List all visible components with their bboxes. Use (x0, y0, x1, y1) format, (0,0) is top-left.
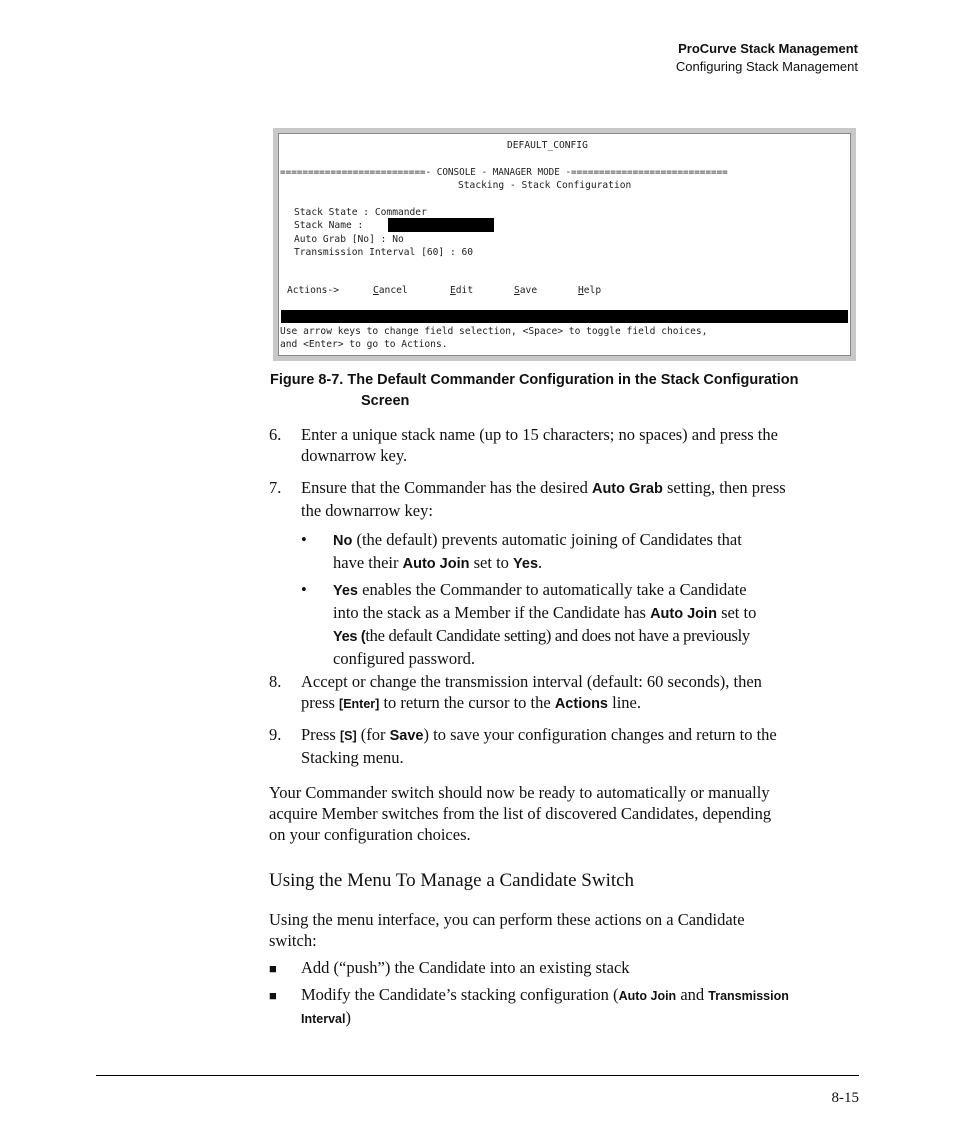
auto-grab-field[interactable] (294, 234, 404, 246)
square-bullet: ■ (269, 961, 277, 976)
bullet-no-text: No (the default) prevents automatic joining of Candidates that have their Auto Join set to Yes. (333, 530, 742, 572)
list-item: Add (“push”) the Candidate into an existing stack (301, 958, 630, 977)
caption-line-2: Screen (361, 393, 410, 409)
step-7-text: Ensure that the Commander has the desired Auto Grab setting, then press the downarrow key: (301, 478, 786, 520)
intro-paragraph: Using the menu interface, you can perform these actions on a Candidate switch: (269, 910, 745, 950)
status-bar (281, 310, 848, 323)
running-header-subtitle: Configuring Stack Management (675, 59, 858, 74)
auto-grab-label: Auto Grab [No] : (294, 234, 393, 245)
auto-grab-value: No (392, 234, 404, 245)
step-6-number: 6. (269, 425, 282, 444)
step-7-number: 7. (269, 478, 282, 497)
transmission-interval-field[interactable]: Transmission Interval [60] : 60 (294, 247, 474, 258)
step-9-text: Press [S] (for Save) to save your configuration changes and return to the Stacking menu. (301, 725, 777, 767)
summary-paragraph: Your Commander switch should now be ready to automatically or manually acquire Member switches from the list of discovered Candidates, depending on your configuration choices. (269, 783, 772, 844)
stack-state-field: Stack State : Commander (294, 207, 427, 218)
running-header-title: ProCurve Stack Management (678, 41, 858, 56)
actions-label: Actions-> (287, 285, 339, 296)
step-8-text: Accept or change the transmission interval (default: 60 seconds), then press [Enter] to return the cursor to the Actions line. (301, 672, 762, 712)
help-line-2: and <Enter> to go to Actions. (280, 339, 448, 350)
screen-subtitle: Stacking - Stack Configuration (458, 180, 632, 191)
stack-name-input[interactable] (388, 218, 494, 232)
page-number: 8-15 (831, 1090, 859, 1106)
bullet-dot: • (301, 580, 307, 599)
help-line-1: Use arrow keys to change field selection, <Space> to toggle field choices, (280, 326, 708, 337)
stack-name-label: Stack Name : (294, 220, 364, 231)
action-cancel[interactable]: Cancel (373, 285, 408, 296)
figure-caption (270, 370, 860, 412)
console-screenshot (273, 128, 856, 361)
console-screen (278, 133, 851, 356)
action-help[interactable]: Help (578, 285, 602, 296)
bullet-yes-text: Yes enables the Commander to automatically take a Candidate into the stack as a Member if the Candidate has Auto Join set to Yes (the default Candidate setting) and does not have a previously configured password. (333, 580, 757, 668)
list-item: Modify the Candidate’s stacking configuration (Auto Join and Transmission Interval) (301, 985, 789, 1027)
footer-rule (96, 1075, 859, 1076)
screen-title: DEFAULT_CONFIG (507, 140, 588, 151)
caption-line-1: Figure 8-7. The Default Commander Configuration in the Stack Configuration (270, 372, 799, 388)
step-6-text: Enter a unique stack name (up to 15 characters; no spaces) and press the downarrow key. (301, 425, 778, 465)
section-heading: Using the Menu To Manage a Candidate Switch (269, 870, 635, 891)
square-bullet: ■ (269, 988, 277, 1003)
bullet-dot: • (301, 530, 307, 549)
step-8-number: 8. (269, 672, 282, 691)
step-9-number: 9. (269, 725, 282, 744)
mode-line: ==========================- CONSOLE - MANAGER MODE -============================ (280, 167, 728, 178)
action-edit[interactable]: Edit (450, 285, 474, 296)
action-save[interactable]: Save (514, 285, 538, 296)
